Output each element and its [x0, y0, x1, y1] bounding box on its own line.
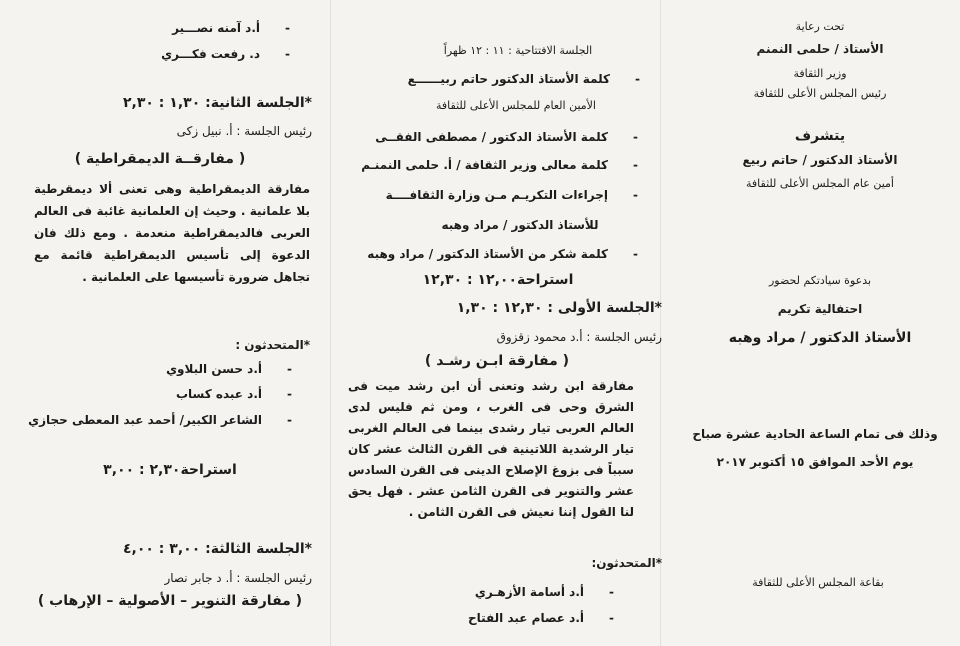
- break-2: استراحة٢,٣٠ : ٣,٠٠: [103, 462, 237, 478]
- session-1-chair: رئيس الجلسة : أ.د محمود زقزوق: [496, 330, 662, 344]
- program-item-1: - كلمة الأستاذ الدكتور حاتم ربيــــــع: [408, 72, 610, 86]
- program-item-2: - كلمة الأستاذ الدكتور / مصطفى الفقــى: [375, 130, 608, 144]
- host-name: الأستاذ الدكتور / حاتم ربيع: [742, 153, 898, 167]
- program-item-5: - كلمة شكر من الأستاذ الدكتور / مراد وهبه: [367, 247, 608, 261]
- host-role: أمين عام المجلس الأعلى للثقافة: [746, 177, 894, 190]
- venue: بقاعة المجلس الأعلى للثقافة: [752, 576, 884, 589]
- fold-line-left: [330, 0, 331, 646]
- session-1-speakers-title: *المتحدثون:: [591, 556, 662, 570]
- patron-role-council: رئيس المجلس الأعلى للثقافة: [753, 87, 887, 100]
- session-2-topic: ( مفارقــة الديمقراطية ): [74, 151, 246, 167]
- patron-role: وزير الثقافة: [793, 67, 847, 80]
- program-item-4-honoree: للأستاذ الدكتور / مراد وهبه: [441, 218, 599, 232]
- session-1-description: مفارقة ابن رشد وتعنى أن ابن رشد ميت فى الشرق وحى فى الغرب ، ومن ثم فليس لدى العالم العربى تيار رشدى بينما فى العالم الغربى تيار الرشدية اللاتينية فى القرن الثالث عشر كان سبباً فى بزوغ الإصلاح الدينى فى القرن السادس عشر والتنوير فى القرن الثامن عشر . فهل يحق لنا القول إننا نعيش فى القرن الثامن .: [348, 379, 634, 519]
- session-1-speaker-2: - أ.د عصام عبد الفتاح: [468, 611, 584, 625]
- honoree-name: الأستاذ الدكتور / مراد وهبه: [728, 330, 912, 346]
- session-2-description: مفارقة الديمقراطية وهى تعنى ألا ديمقرطية بلا علمانية . وحيث إن العلمانية غائبة فى العالم العربى فالديمقراطية منعدمة . ومع ذلك فان الدعوة إلى تأسيس الديمقراطية قائمة مع تجاهل ضرورة تأسيسها على العلمانية .: [34, 182, 310, 284]
- session-2-speaker-3: - الشاعر الكبير/ أحمد عبد المعطى حجازي: [28, 413, 262, 427]
- time-line: وذلك فى تمام الساعة الحادية عشرة صباح: [692, 427, 938, 441]
- session-1-title: *الجلسة الأولى : ١٢,٣٠ : ١,٣٠: [456, 300, 662, 316]
- session-2-title: *الجلسة الثانية: ١,٣٠ : ٢,٣٠: [122, 95, 312, 111]
- patronage-title: تحت رعاية: [795, 20, 845, 33]
- session-3-chair: رئيس الجلسة : أ. د جابر نصار: [164, 571, 312, 585]
- session-3-topic: ( مفارقة التنوير – الأصولية – الإرهاب ): [37, 593, 303, 609]
- session-1-topic: ( مفارقة ابـن رشـد ): [424, 353, 570, 369]
- session-2-speakers-title: *المتحدثون :: [235, 338, 310, 352]
- fold-line-right: [660, 0, 661, 646]
- ceremony-title: احتفالية تكريم: [777, 302, 863, 316]
- session-2-chair: رئيس الجلسة : أ. نبيل زكى: [176, 124, 312, 138]
- program-item-1-role: الأمين العام للمجلس الأعلى للثقافة: [436, 99, 596, 112]
- program-item-4: - إجراءات التكريـم مـن وزارة الثقافــــة: [386, 188, 608, 202]
- session-2-speaker-2: - أ.د عبده كساب: [176, 387, 262, 401]
- program-item-3: - كلمة معالى وزير الثقافة / أ. حلمى النمنـم: [361, 158, 608, 172]
- break-1: استراحة١٢,٠٠ : ١٢,٣٠: [422, 272, 574, 288]
- session-1-speaker-1: - أ.د أسامة الأزهـري: [475, 585, 584, 599]
- top-speaker-2: - د. رفعت فكـــري: [161, 47, 260, 61]
- opening-session: الجلسة الافتتاحية : ١١ : ١٢ ظهراً: [443, 44, 593, 57]
- invite-line: بدعوة سيادتكم لحضور: [768, 274, 872, 287]
- honored-by: يتشرف: [794, 128, 846, 144]
- top-speaker-1: - أ.د آمنه نصـــير: [172, 21, 260, 35]
- session-3-title: *الجلسة الثالثة: ٣,٠٠ : ٤,٠٠: [122, 541, 312, 557]
- patron-name: الأستاذ / حلمى النمنم: [756, 42, 884, 56]
- date-line: يوم الأحد الموافق ١٥ أكتوبر ٢٠١٧: [716, 455, 914, 469]
- session-2-speaker-1: - أ.د حسن البلاوي: [166, 362, 262, 376]
